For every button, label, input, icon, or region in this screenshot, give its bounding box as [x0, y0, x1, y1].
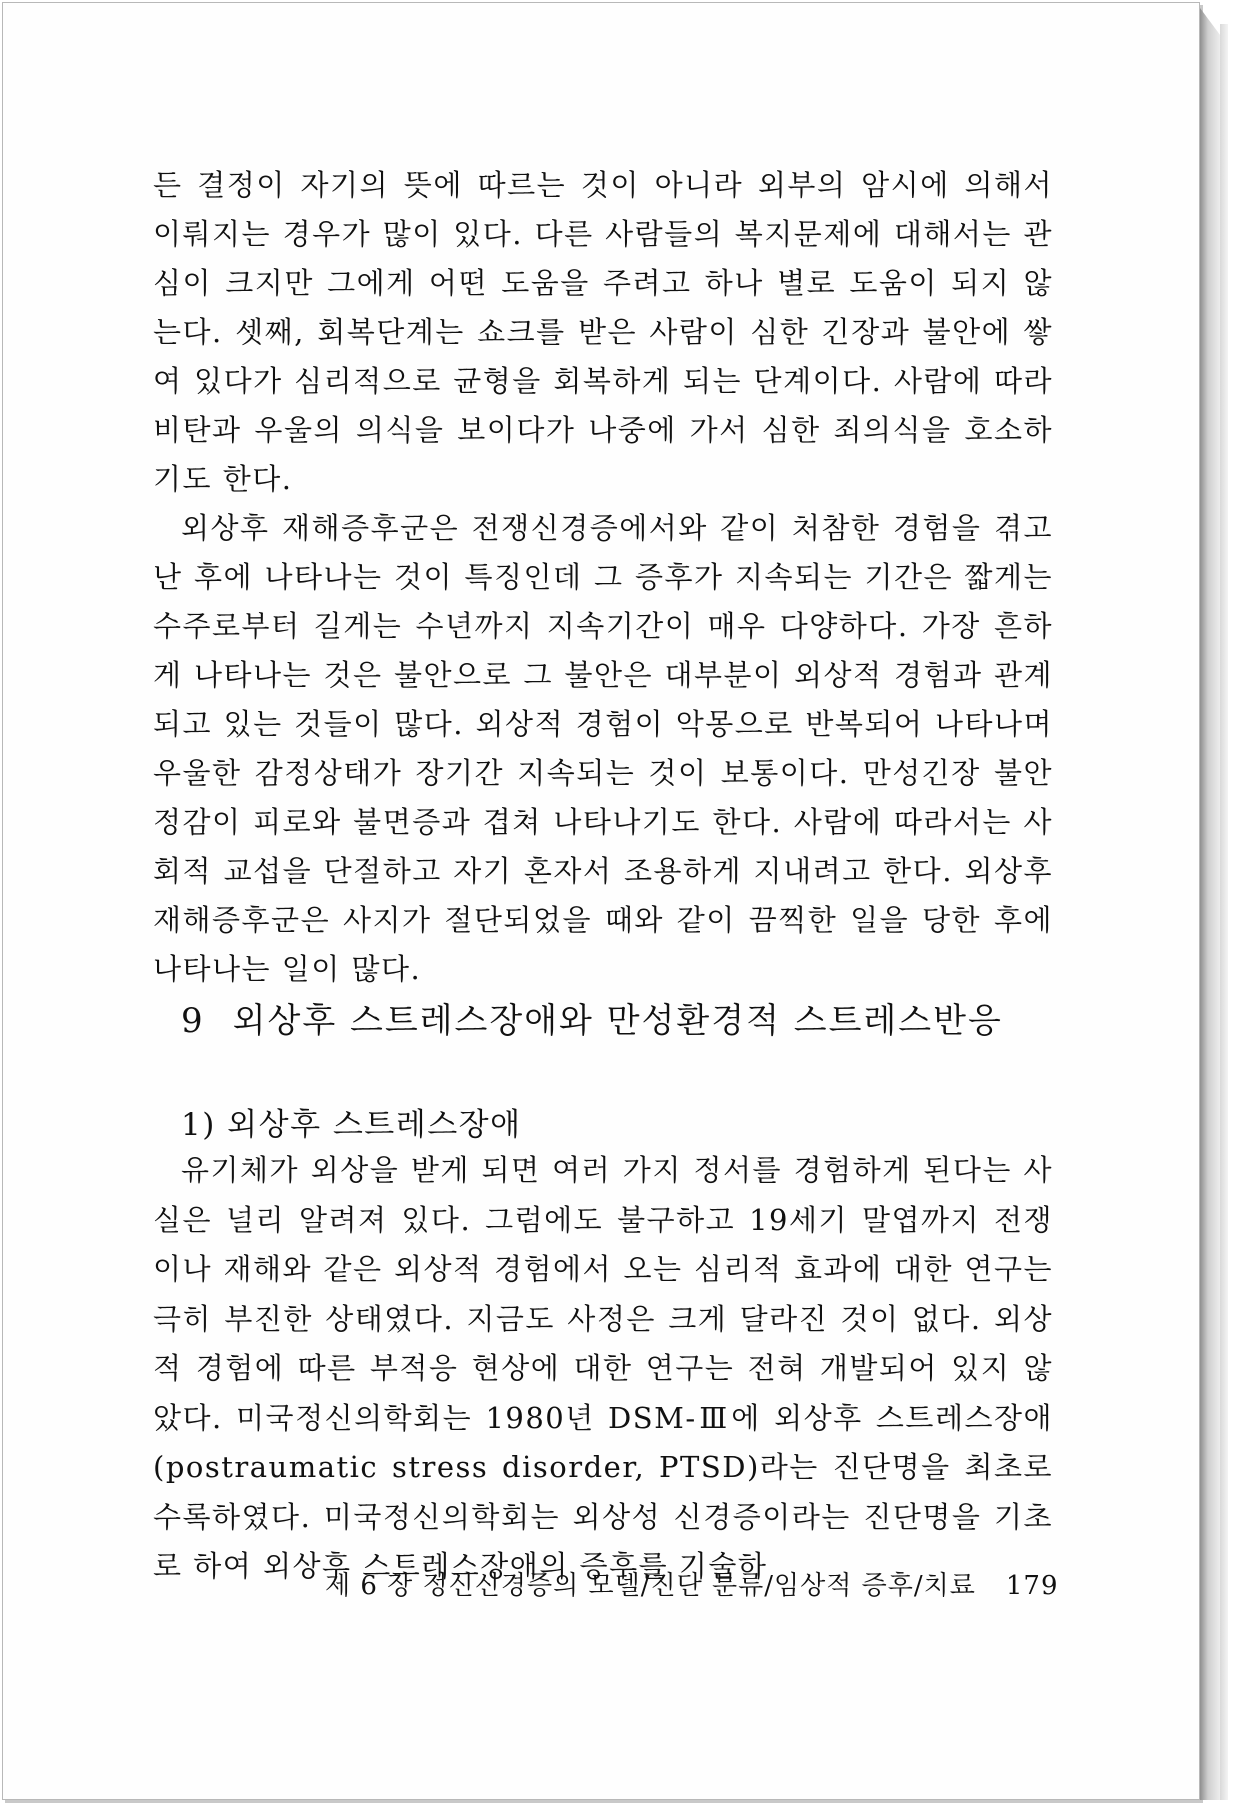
running-head: 제 6 장 정신신경증의 모델/진단 분류/임상적 증후/치료 — [325, 1571, 976, 1601]
subsection-heading: 1) 외상후 스트레스장애 — [181, 1107, 522, 1143]
page-edge-shadow — [1200, 8, 1220, 1800]
page-footer — [325, 1565, 1059, 1602]
section-heading — [181, 993, 1081, 1042]
section-title-text: 외상후 스트레스장애와 만성환경적 스트레스반응 — [232, 1001, 1003, 1041]
body-text-bottom — [153, 1146, 1053, 1592]
paragraph-ptsd-intro: 유기체가 외상을 받게 되면 여러 가지 정서를 경험하게 된다는 사실은 널리 알려져 있다. 그럼에도 불구하고 19세기 말엽까지 전쟁이나 재해와 같은 외상적 경험에서 오는 심리적 효과에 대한 연구는 극히 부진한 상태였다. 지금도 사정은 크게 달라진 것이 없다. 외상적 경험에 따른 부적응 현상에 대한 연구는 전혀 개발되어 있지 않았다. 미국정신의학회는 1980년 DSM-Ⅲ에 외상후 스트레스장애(postraumatic stress disorder, PTSD)라는 진단명을 최초로 수록하였다. 미국정신의학회는 외상성 신경증이라는 진단명을 기초로 하여 외상후 스트레스장애의 증후를 기술하 — [153, 1153, 1053, 1583]
body-text-top — [153, 161, 1053, 994]
book-page — [2, 2, 1200, 1800]
paragraph-continued: 든 결정이 자기의 뜻에 따르는 것이 아니라 외부의 암시에 의해서 이뤄지는 경우가 많이 있다. 다른 사람들의 복지문제에 대해서는 관심이 크지만 그에게 어떤 도움을 주려고 하나 별로 도움이 되지 않는다. 셋째, 회복단계는 쇼크를 받은 사람이 심한 긴장과 불안에 쌓여 있다가 심리적으로 균형을 회복하게 되는 단계이다. 사람에 따라 비탄과 우울의 의식을 보이다가 나중에 가서 심한 죄의식을 호소하기도 한다. — [153, 168, 1053, 496]
section-number: 9 — [181, 1001, 205, 1041]
paragraph-ptsd-syndrome: 외상후 재해증후군은 전쟁신경증에서와 같이 처참한 경험을 겪고 난 후에 나타나는 것이 특징인데 그 증후가 지속되는 기간은 짧게는 수주로부터 길게는 수년까지 지속기간이 매우 다양하다. 가장 흔하게 나타나는 것은 불안으로 그 불안은 대부분이 외상적 경험과 관계되고 있는 것들이 많다. 외상적 경험이 악몽으로 반복되어 나타나며 우울한 감정상태가 장기간 지속되는 것이 보통이다. 만성긴장 불안정감이 피로와 불면증과 겹쳐 나타나기도 한다. 사람에 따라서는 사회적 교섭을 단절하고 자기 혼자서 조용하게 지내려고 한다. 외상후 재해증후군은 사지가 절단되었을 때와 같이 끔찍한 일을 당한 후에 나타나는 일이 많다. — [153, 511, 1053, 986]
page-edge-highlight — [1220, 24, 1228, 1800]
page-number: 179 — [1005, 1571, 1059, 1601]
